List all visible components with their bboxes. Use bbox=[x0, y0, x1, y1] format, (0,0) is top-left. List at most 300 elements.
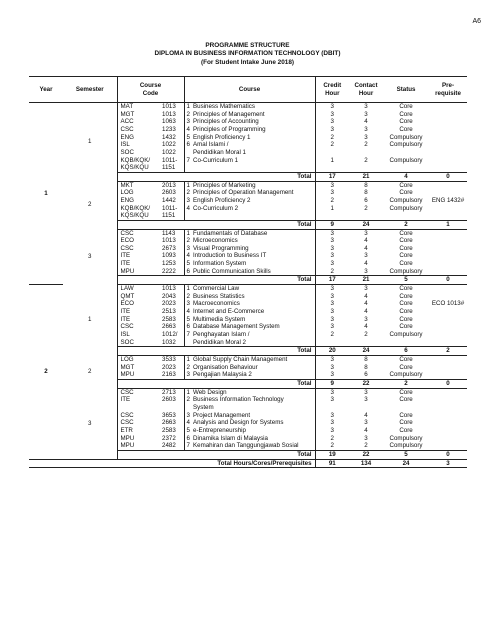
course-index: 2 bbox=[184, 189, 192, 197]
credit-hour: 3 bbox=[315, 189, 349, 197]
credit-hour: 3 bbox=[315, 323, 349, 331]
course-status: Core bbox=[399, 411, 413, 419]
course-index: 1 bbox=[184, 229, 192, 237]
semester-total-prereq: 0 bbox=[429, 450, 467, 459]
course-index: 1 bbox=[184, 285, 192, 293]
course-name: Database Management System bbox=[193, 323, 280, 331]
course-name: Principles of Management bbox=[193, 110, 265, 118]
course-status: Core bbox=[399, 189, 413, 197]
prerequisite bbox=[429, 229, 467, 237]
course-code-prefix: CSC bbox=[117, 412, 161, 420]
course-code-prefix: KQB/KQK/ bbox=[117, 157, 161, 165]
credit-hour: 3 bbox=[315, 356, 349, 364]
course-code-prefix: MGT bbox=[117, 364, 161, 372]
semester-total-label: Total bbox=[117, 172, 315, 181]
course-name: Web Design bbox=[193, 388, 227, 396]
course-status: Compulsory bbox=[389, 204, 423, 212]
course-index: 5 bbox=[184, 316, 192, 324]
semester-total-contact: 22 bbox=[349, 450, 383, 459]
programme-structure-table bbox=[29, 76, 467, 468]
semester-total-prereq: 0 bbox=[429, 172, 467, 181]
course-code-number: 2663 bbox=[162, 323, 176, 331]
credit-hour: 3 bbox=[315, 300, 349, 308]
course-code-number: 1151 bbox=[162, 212, 176, 220]
course-code-prefix: MPU bbox=[117, 442, 161, 450]
course-code-number: 2163 bbox=[162, 371, 176, 379]
course-code-prefix: CSC bbox=[117, 388, 161, 396]
contact-hour: 3 bbox=[364, 133, 368, 141]
semester-total-cores: 5 bbox=[383, 276, 429, 285]
course-index: 5 bbox=[184, 260, 192, 268]
prerequisite bbox=[429, 412, 467, 420]
course-row bbox=[29, 229, 467, 237]
course-index: 1 bbox=[184, 388, 192, 396]
course-code-number: 2583 bbox=[162, 315, 176, 323]
semester-total-label: Total bbox=[117, 450, 315, 459]
credit-hour: 3 bbox=[315, 371, 349, 379]
course-name: Multimedia System bbox=[193, 315, 246, 323]
prerequisite bbox=[429, 189, 467, 197]
course-code-prefix: SOC bbox=[117, 339, 161, 347]
course-index bbox=[184, 404, 192, 412]
course-code-prefix: ITE bbox=[117, 316, 161, 324]
prerequisite bbox=[429, 388, 467, 396]
semester-total-cores: 5 bbox=[383, 450, 429, 459]
prerequisite: ENG 1432# bbox=[431, 196, 465, 204]
credit-hour: 2 bbox=[315, 141, 349, 149]
semester-total-cores: 6 bbox=[383, 347, 429, 356]
course-code-prefix: MPU bbox=[117, 435, 161, 443]
course-index: 7 bbox=[184, 157, 192, 165]
contact-hour bbox=[349, 212, 383, 220]
course-name: Fundamentals of Database bbox=[193, 229, 268, 237]
course-code-prefix: ENG bbox=[117, 134, 161, 142]
prerequisite bbox=[429, 427, 467, 435]
course-code-prefix: MKT bbox=[117, 181, 161, 189]
page-number: A6 bbox=[472, 18, 481, 25]
semester-total-label: Total bbox=[117, 379, 315, 388]
prerequisite bbox=[429, 126, 467, 134]
course-index: 2 bbox=[184, 396, 192, 404]
semester-total-contact: 22 bbox=[349, 379, 383, 388]
course-index: 1 bbox=[184, 181, 192, 189]
course-code-number: 1063 bbox=[162, 118, 176, 126]
semester-total-prereq: 0 bbox=[429, 276, 467, 285]
contact-hour: 3 bbox=[364, 388, 368, 396]
course-code-prefix: KQS/KQU bbox=[117, 164, 161, 172]
course-code-number: 2513 bbox=[162, 308, 176, 316]
course-name: Pendidikan Moral 1 bbox=[193, 148, 246, 156]
course-status: Core bbox=[399, 308, 413, 316]
prerequisite bbox=[429, 181, 467, 189]
course-status bbox=[383, 164, 429, 172]
course-index: 4 bbox=[184, 419, 192, 427]
prerequisite bbox=[429, 331, 467, 339]
course-status: Compulsory bbox=[389, 196, 423, 204]
contact-hour: 2 bbox=[364, 331, 368, 339]
semester-total-credit: 17 bbox=[315, 172, 349, 181]
header-semester: Semester bbox=[63, 77, 117, 103]
course-index bbox=[184, 339, 192, 347]
credit-hour bbox=[315, 339, 349, 347]
course-status: Core bbox=[399, 181, 413, 189]
course-status: Compulsory bbox=[389, 434, 423, 442]
header-credit-hour: Credit Hour bbox=[315, 77, 349, 103]
semester-total-contact: 21 bbox=[349, 172, 383, 181]
course-index: 2 bbox=[184, 111, 192, 119]
contact-hour: 4 bbox=[364, 411, 368, 419]
course-status: Compulsory bbox=[389, 331, 423, 339]
contact-hour: 6 bbox=[364, 196, 368, 204]
course-index: 7 bbox=[184, 331, 192, 339]
course-name: Public Communication Skills bbox=[193, 267, 271, 275]
prerequisite bbox=[429, 308, 467, 316]
prerequisite bbox=[429, 164, 467, 172]
course-code-number: 1013 bbox=[162, 110, 176, 118]
course-index: 5 bbox=[184, 134, 192, 142]
semester-total-credit: 9 bbox=[315, 220, 349, 229]
course-index bbox=[184, 164, 192, 172]
course-code-number: 2663 bbox=[162, 419, 176, 427]
course-code-prefix: ISL bbox=[117, 331, 161, 339]
credit-hour: 3 bbox=[315, 293, 349, 301]
semester-total-cores: 2 bbox=[383, 220, 429, 229]
contact-hour bbox=[349, 404, 383, 412]
course-index: 6 bbox=[184, 323, 192, 331]
course-status: Core bbox=[399, 118, 413, 126]
course-code-prefix: QMT bbox=[117, 293, 161, 301]
contact-hour: 3 bbox=[364, 110, 368, 118]
semester-total-label: Total bbox=[117, 347, 315, 356]
course-code-number: 1013 bbox=[162, 285, 176, 293]
header-contact-hour: Contact Hour bbox=[349, 77, 383, 103]
course-name: e-Entrepreneurship bbox=[193, 426, 246, 434]
credit-hour: 3 bbox=[315, 245, 349, 253]
course-code-number: 1442 bbox=[162, 196, 176, 204]
course-code-number: 1093 bbox=[162, 252, 176, 260]
course-name: Dinamika Islam di Malaysia bbox=[193, 434, 268, 442]
course-name: Project Management bbox=[193, 411, 251, 419]
course-name: Analysis and Design for Systems bbox=[193, 419, 284, 427]
prerequisite bbox=[429, 157, 467, 165]
semester-total-contact: 24 bbox=[349, 220, 383, 229]
credit-hour: 2 bbox=[315, 197, 349, 205]
prerequisite bbox=[429, 404, 467, 412]
contact-hour: 4 bbox=[364, 308, 368, 316]
credit-hour: 3 bbox=[315, 252, 349, 260]
course-index: 1 bbox=[184, 103, 192, 111]
course-code-number: 2603 bbox=[162, 396, 176, 404]
year-cell: 1 bbox=[29, 103, 63, 285]
course-status: Compulsory bbox=[389, 156, 423, 164]
prerequisite bbox=[429, 205, 467, 213]
contact-hour: 3 bbox=[364, 267, 368, 275]
course-code-prefix: ENG bbox=[117, 197, 161, 205]
credit-hour: 3 bbox=[315, 260, 349, 268]
course-code-number: 2372 bbox=[162, 434, 176, 442]
semester-total-prereq: 1 bbox=[429, 220, 467, 229]
course-code-prefix: ACC bbox=[117, 118, 161, 126]
course-code-prefix: CSC bbox=[117, 229, 161, 237]
course-index: 3 bbox=[184, 300, 192, 308]
credit-hour: 3 bbox=[315, 419, 349, 427]
prerequisite bbox=[429, 118, 467, 126]
course-status: Core bbox=[399, 229, 413, 237]
contact-hour bbox=[349, 164, 383, 172]
credit-hour: 3 bbox=[315, 126, 349, 134]
semester-cell: 2 bbox=[88, 367, 92, 375]
semester-total-prereq: 0 bbox=[429, 379, 467, 388]
credit-hour: 2 bbox=[315, 268, 349, 276]
course-name: Kemahiran dan Tanggungjawab Sosial bbox=[193, 442, 299, 450]
header-row bbox=[29, 77, 467, 103]
contact-hour: 4 bbox=[364, 237, 368, 245]
credit-hour: 3 bbox=[315, 308, 349, 316]
semester-cell: 3 bbox=[88, 252, 92, 260]
credit-hour bbox=[315, 164, 349, 172]
credit-hour: 3 bbox=[315, 412, 349, 420]
course-name: Business Information Technology bbox=[193, 396, 284, 404]
contact-hour: 8 bbox=[364, 181, 368, 189]
course-name: Co-Curriculum 1 bbox=[193, 156, 239, 164]
contact-hour: 8 bbox=[364, 189, 368, 197]
course-index: 2 bbox=[184, 293, 192, 301]
course-code-prefix: ITE bbox=[117, 260, 161, 268]
course-code-prefix: ETR bbox=[117, 427, 161, 435]
course-name: Organisation Behaviour bbox=[193, 363, 258, 371]
semester-total-contact: 24 bbox=[349, 347, 383, 356]
prerequisite bbox=[429, 323, 467, 331]
course-index: 4 bbox=[184, 126, 192, 134]
course-code-number: 1022 bbox=[162, 141, 176, 149]
course-code-prefix: MAT bbox=[117, 103, 161, 111]
credit-hour: 3 bbox=[315, 427, 349, 435]
header-course: Course bbox=[184, 77, 315, 103]
prerequisite bbox=[429, 435, 467, 443]
course-code-number: 3653 bbox=[162, 411, 176, 419]
course-code-number: 2023 bbox=[162, 363, 176, 371]
header-prerequisite: Pre- requisite bbox=[429, 77, 467, 103]
course-name: Macroeconomics bbox=[193, 300, 240, 308]
course-status: Core bbox=[399, 260, 413, 268]
course-code-number: 1233 bbox=[162, 125, 176, 133]
course-code-number: 1013 bbox=[162, 237, 176, 245]
course-status: Core bbox=[399, 292, 413, 300]
header-year: Year bbox=[29, 77, 63, 103]
course-status: Core bbox=[399, 300, 413, 308]
course-index: 3 bbox=[184, 245, 192, 253]
prerequisite bbox=[429, 442, 467, 450]
course-name: Business Statistics bbox=[193, 292, 245, 300]
contact-hour: 2 bbox=[364, 156, 368, 164]
course-name: Principles of Operation Management bbox=[193, 189, 294, 197]
semester-cell: 2 bbox=[88, 201, 92, 209]
course-index: 4 bbox=[184, 252, 192, 260]
contact-hour: 3 bbox=[364, 419, 368, 427]
course-index: 3 bbox=[184, 412, 192, 420]
credit-hour: 2 bbox=[315, 331, 349, 339]
course-status: Core bbox=[399, 110, 413, 118]
title-line: PROGRAMME STRUCTURE bbox=[205, 42, 290, 49]
course-code-prefix: KQB/KQK/ bbox=[117, 205, 161, 213]
prerequisite bbox=[429, 396, 467, 404]
course-status: Core bbox=[399, 285, 413, 293]
course-code-number: 2713 bbox=[162, 388, 176, 396]
course-code-number bbox=[161, 404, 184, 412]
contact-hour bbox=[349, 149, 383, 157]
header-course-code: Course Code bbox=[117, 77, 184, 103]
course-name: Co-Curriculum 2 bbox=[193, 204, 239, 212]
credit-hour bbox=[315, 404, 349, 412]
course-code-prefix: MPU bbox=[117, 371, 161, 379]
semester-total-label: Total bbox=[117, 220, 315, 229]
course-name: English Proficiency 1 bbox=[193, 133, 251, 141]
course-code-number: 1143 bbox=[162, 229, 176, 237]
course-code-number: 3533 bbox=[162, 356, 176, 363]
prerequisite bbox=[429, 103, 467, 111]
course-name: Microeconomics bbox=[193, 237, 238, 245]
prerequisite bbox=[429, 245, 467, 253]
semester-total-credit: 19 bbox=[315, 450, 349, 459]
credit-hour bbox=[315, 212, 349, 220]
course-index bbox=[184, 149, 192, 157]
credit-hour: 1 bbox=[315, 157, 349, 165]
course-code-number: 1022 bbox=[162, 148, 176, 156]
semester-cell: 1 bbox=[88, 316, 92, 324]
course-code-prefix: ISL bbox=[117, 141, 161, 149]
credit-hour: 3 bbox=[315, 111, 349, 119]
prerequisite bbox=[429, 252, 467, 260]
semester-total-credit: 9 bbox=[315, 379, 349, 388]
course-name: Visual Programming bbox=[193, 244, 249, 252]
course-status bbox=[383, 212, 429, 220]
course-status: Core bbox=[399, 356, 413, 363]
contact-hour: 3 bbox=[364, 396, 368, 404]
course-code-prefix: ITE bbox=[117, 252, 161, 260]
year-cell: 2 bbox=[29, 285, 63, 459]
course-index: 4 bbox=[184, 205, 192, 213]
course-code-number: 1011- bbox=[162, 204, 178, 212]
course-name: System bbox=[193, 403, 214, 411]
contact-hour: 4 bbox=[364, 118, 368, 126]
course-code-number: 2043 bbox=[162, 292, 176, 300]
contact-hour: 3 bbox=[364, 434, 368, 442]
course-code-prefix: CSC bbox=[117, 126, 161, 134]
semester-total-cores: 4 bbox=[383, 172, 429, 181]
contact-hour: 6 bbox=[364, 371, 368, 379]
header-status: Status bbox=[383, 77, 429, 103]
grand-total-cores: 24 bbox=[383, 459, 429, 468]
semester-cell: 1 bbox=[88, 138, 92, 146]
course-status: Core bbox=[399, 426, 413, 434]
course-code-prefix: MGT bbox=[117, 111, 161, 119]
course-index: 6 bbox=[184, 268, 192, 276]
credit-hour: 3 bbox=[315, 316, 349, 324]
course-name: Amal Islami / bbox=[193, 141, 229, 149]
credit-hour: 3 bbox=[315, 364, 349, 372]
course-index: 2 bbox=[184, 364, 192, 372]
course-code-number: 1032 bbox=[162, 338, 176, 346]
contact-hour: 4 bbox=[364, 300, 368, 308]
course-code-prefix: ECO bbox=[117, 237, 161, 245]
course-code-prefix bbox=[117, 404, 161, 412]
semester-cell: 3 bbox=[88, 419, 92, 427]
semester-total-contact: 21 bbox=[349, 276, 383, 285]
contact-hour: 3 bbox=[364, 285, 368, 293]
course-code-prefix: SOC bbox=[117, 149, 161, 157]
course-code-number: 1151 bbox=[162, 164, 176, 172]
credit-hour: 2 bbox=[315, 442, 349, 450]
course-code-number: 2673 bbox=[162, 244, 176, 252]
course-name bbox=[192, 212, 315, 220]
course-code-prefix: ITE bbox=[117, 396, 161, 404]
credit-hour: 3 bbox=[315, 285, 349, 293]
contact-hour: 2 bbox=[364, 141, 368, 149]
prerequisite bbox=[429, 260, 467, 268]
course-row bbox=[29, 356, 467, 364]
course-name: Business Mathematics bbox=[193, 103, 255, 110]
course-index: 1 bbox=[184, 356, 192, 364]
course-code-prefix: LAW bbox=[117, 285, 161, 293]
credit-hour: 3 bbox=[315, 388, 349, 396]
course-name: Internet and E-Commerce bbox=[193, 308, 265, 316]
course-index: 7 bbox=[184, 442, 192, 450]
contact-hour: 3 bbox=[364, 252, 368, 260]
credit-hour: 3 bbox=[315, 181, 349, 189]
course-name bbox=[192, 164, 315, 172]
grand-total-contact: 134 bbox=[349, 459, 383, 468]
course-index: 3 bbox=[184, 118, 192, 126]
course-status: Core bbox=[399, 323, 413, 331]
contact-hour: 2 bbox=[364, 442, 368, 450]
course-name: Information System bbox=[193, 260, 247, 268]
credit-hour bbox=[315, 149, 349, 157]
course-name: Introduction to Business IT bbox=[193, 252, 267, 260]
contact-hour: 4 bbox=[364, 323, 368, 331]
course-status: Core bbox=[399, 252, 413, 260]
semester-total-cores: 2 bbox=[383, 379, 429, 388]
course-code-number: 1013 bbox=[162, 103, 176, 110]
course-code-number: 2222 bbox=[162, 267, 176, 275]
course-row bbox=[29, 103, 467, 111]
credit-hour: 3 bbox=[315, 237, 349, 245]
contact-hour: 3 bbox=[364, 125, 368, 133]
course-code-prefix: CSC bbox=[117, 245, 161, 253]
credit-hour: 3 bbox=[315, 118, 349, 126]
document-title bbox=[0, 42, 495, 67]
course-code-prefix: CSC bbox=[117, 419, 161, 427]
contact-hour: 3 bbox=[364, 103, 368, 110]
course-status: Compulsory bbox=[389, 141, 423, 149]
prerequisite bbox=[429, 293, 467, 301]
course-code-number: 1011- bbox=[162, 156, 178, 164]
contact-hour: 2 bbox=[364, 204, 368, 212]
course-code-number: 1432 bbox=[162, 133, 176, 141]
prerequisite bbox=[429, 364, 467, 372]
course-status: Compulsory bbox=[389, 133, 423, 141]
credit-hour: 1 bbox=[315, 205, 349, 213]
contact-hour: 4 bbox=[364, 244, 368, 252]
credit-hour: 2 bbox=[315, 134, 349, 142]
course-name: Principles of Accounting bbox=[193, 118, 259, 126]
course-code-prefix: CSC bbox=[117, 323, 161, 331]
contact-hour: 4 bbox=[364, 292, 368, 300]
contact-hour: 4 bbox=[364, 260, 368, 268]
course-name: Commercial Law bbox=[193, 285, 240, 293]
course-index: 4 bbox=[184, 308, 192, 316]
course-name: Global Supply Chain Management bbox=[193, 356, 288, 363]
prerequisite bbox=[429, 141, 467, 149]
